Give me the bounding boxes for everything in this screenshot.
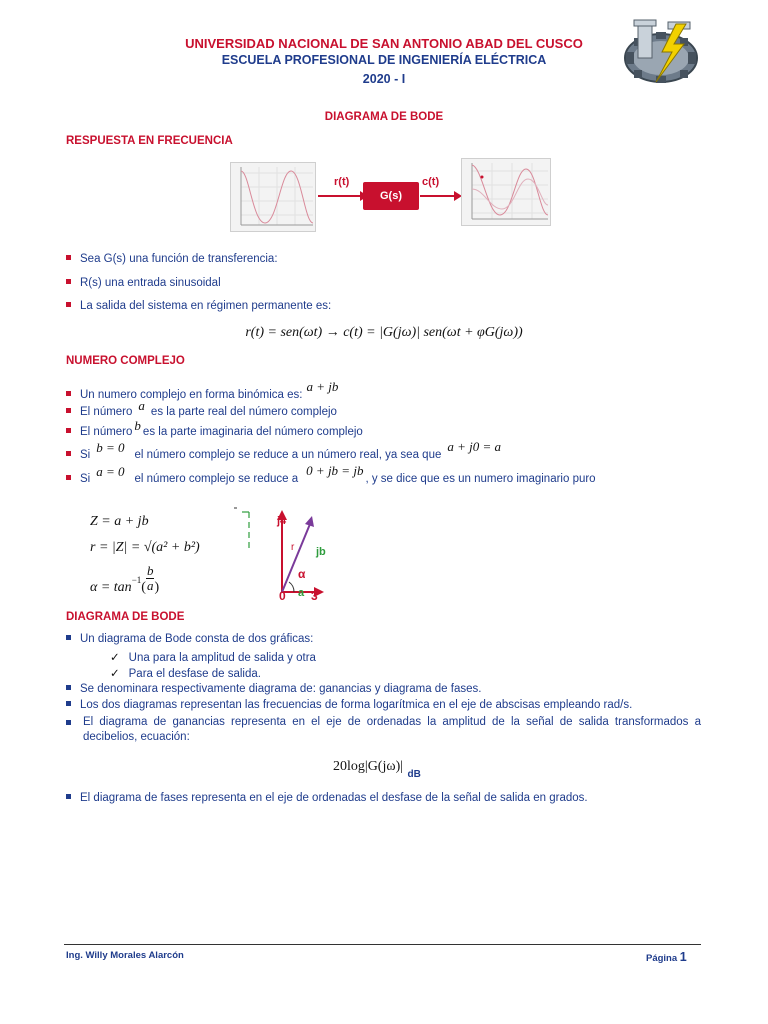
phasor-real-axis-label: 3 [311,589,318,603]
footer-divider [64,944,701,945]
phasor-r-label: r [291,542,295,553]
bullet-gain-diagram-description: El diagrama de ganancias representa en el eje de ordenadas la amplitud de la señal de salida transformados a decibelios, ecuación: [83,716,701,743]
bullet-binomial-form: Un numero complejo en forma binómica es:a + jb [66,386,338,402]
phasor-origin-label: 0 [279,589,286,603]
bullet-logarithmic-frequency: Los dos diagramas representan las frecuencias de forma logarítmica en el eje de abscisas empleando rad/s. [66,699,632,711]
equation-modulus: r = |Z| = √(a² + b²) [90,540,200,555]
section-heading-complex-number: NUMERO COMPLEJO [66,355,185,367]
input-signal-label: r(t) [334,176,350,188]
faculty-logo [618,16,704,86]
bullet-imaginary-part: El número b es la parte imaginaria del número complejo [66,423,363,439]
school-name: ESCUELA PROFESIONAL DE INGENIERÍA ELÉCTRICA [221,53,547,67]
dashed-bracket-decoration [232,504,252,550]
bullet-real-part: El número a es la parte real del número complejo [66,403,337,419]
bullet-marker [66,720,71,725]
gain-equation: 20log|G(jω)| $_{dB}$ [333,759,421,780]
check-phase: ✓ Para el desfase de salida. [110,668,261,680]
output-sine-plot [461,158,551,226]
phasor-alpha-label: α [298,567,306,581]
footer-author: Ing. Willy Morales Alarcón [66,950,184,961]
bullet-phase-diagram-description: El diagrama de fases representa en el eje de ordenadas el desfase de la señal de salida en grados. [66,792,588,804]
footer-page: Página 1 [646,950,687,964]
document-title: DIAGRAMA DE BODE [324,111,444,123]
section-heading-bode-diagram: DIAGRAMA DE BODE [66,611,185,623]
output-signal-label: c(t) [422,176,440,188]
semester: 2020 - I [362,72,406,86]
bullet-a-zero: Si a = 0 el número complejo se reduce a0 + jb = jb, y se dice que es un numero imaginario puro [66,470,596,486]
phasor-imaginary-axis-label: j4 [277,515,287,527]
check-amplitude: ✓ Una para la amplitud de salida y otra [110,652,316,664]
equation-z: Z = a + jb [90,514,149,529]
bullet-sinusoidal-input: R(s) una entrada sinusoidal [66,277,221,289]
section-heading-frequency-response: RESPUESTA EN FRECUENCIA [66,135,233,147]
bullet-b-zero: Si b = 0 el número complejo se reduce a un número real, ya sea quea + j0 = a [66,446,501,462]
equation-angle: α = tan−1( $\frac{b}{a}$ ) [90,563,160,595]
university-name: UNIVERSIDAD NACIONAL DE SAN ANTONIO ABAD DEL CUSCO [185,36,583,51]
bullet-steady-state-output: La salida del sistema en régimen permanente es: [66,300,331,312]
bullet-transfer-function: Sea G(s) una función de transferencia: [66,253,278,265]
transfer-function-block: G(s) [363,182,419,210]
bullet-bode-two-graphs: Un diagrama de Bode consta de dos gráficas: [66,633,313,645]
input-sine-plot [230,162,316,232]
phasor-a-label: a [298,587,305,599]
bullet-gain-phase-names: Se denominara respectivamente diagrama de: ganancias y diagrama de fases. [66,683,481,695]
frequency-response-equation: r(t) = sen(ωt) → c(t) = |G(jω)| sen(ωt + φG(jω)) [245,325,523,340]
phasor-jb-label: jb [316,546,326,558]
